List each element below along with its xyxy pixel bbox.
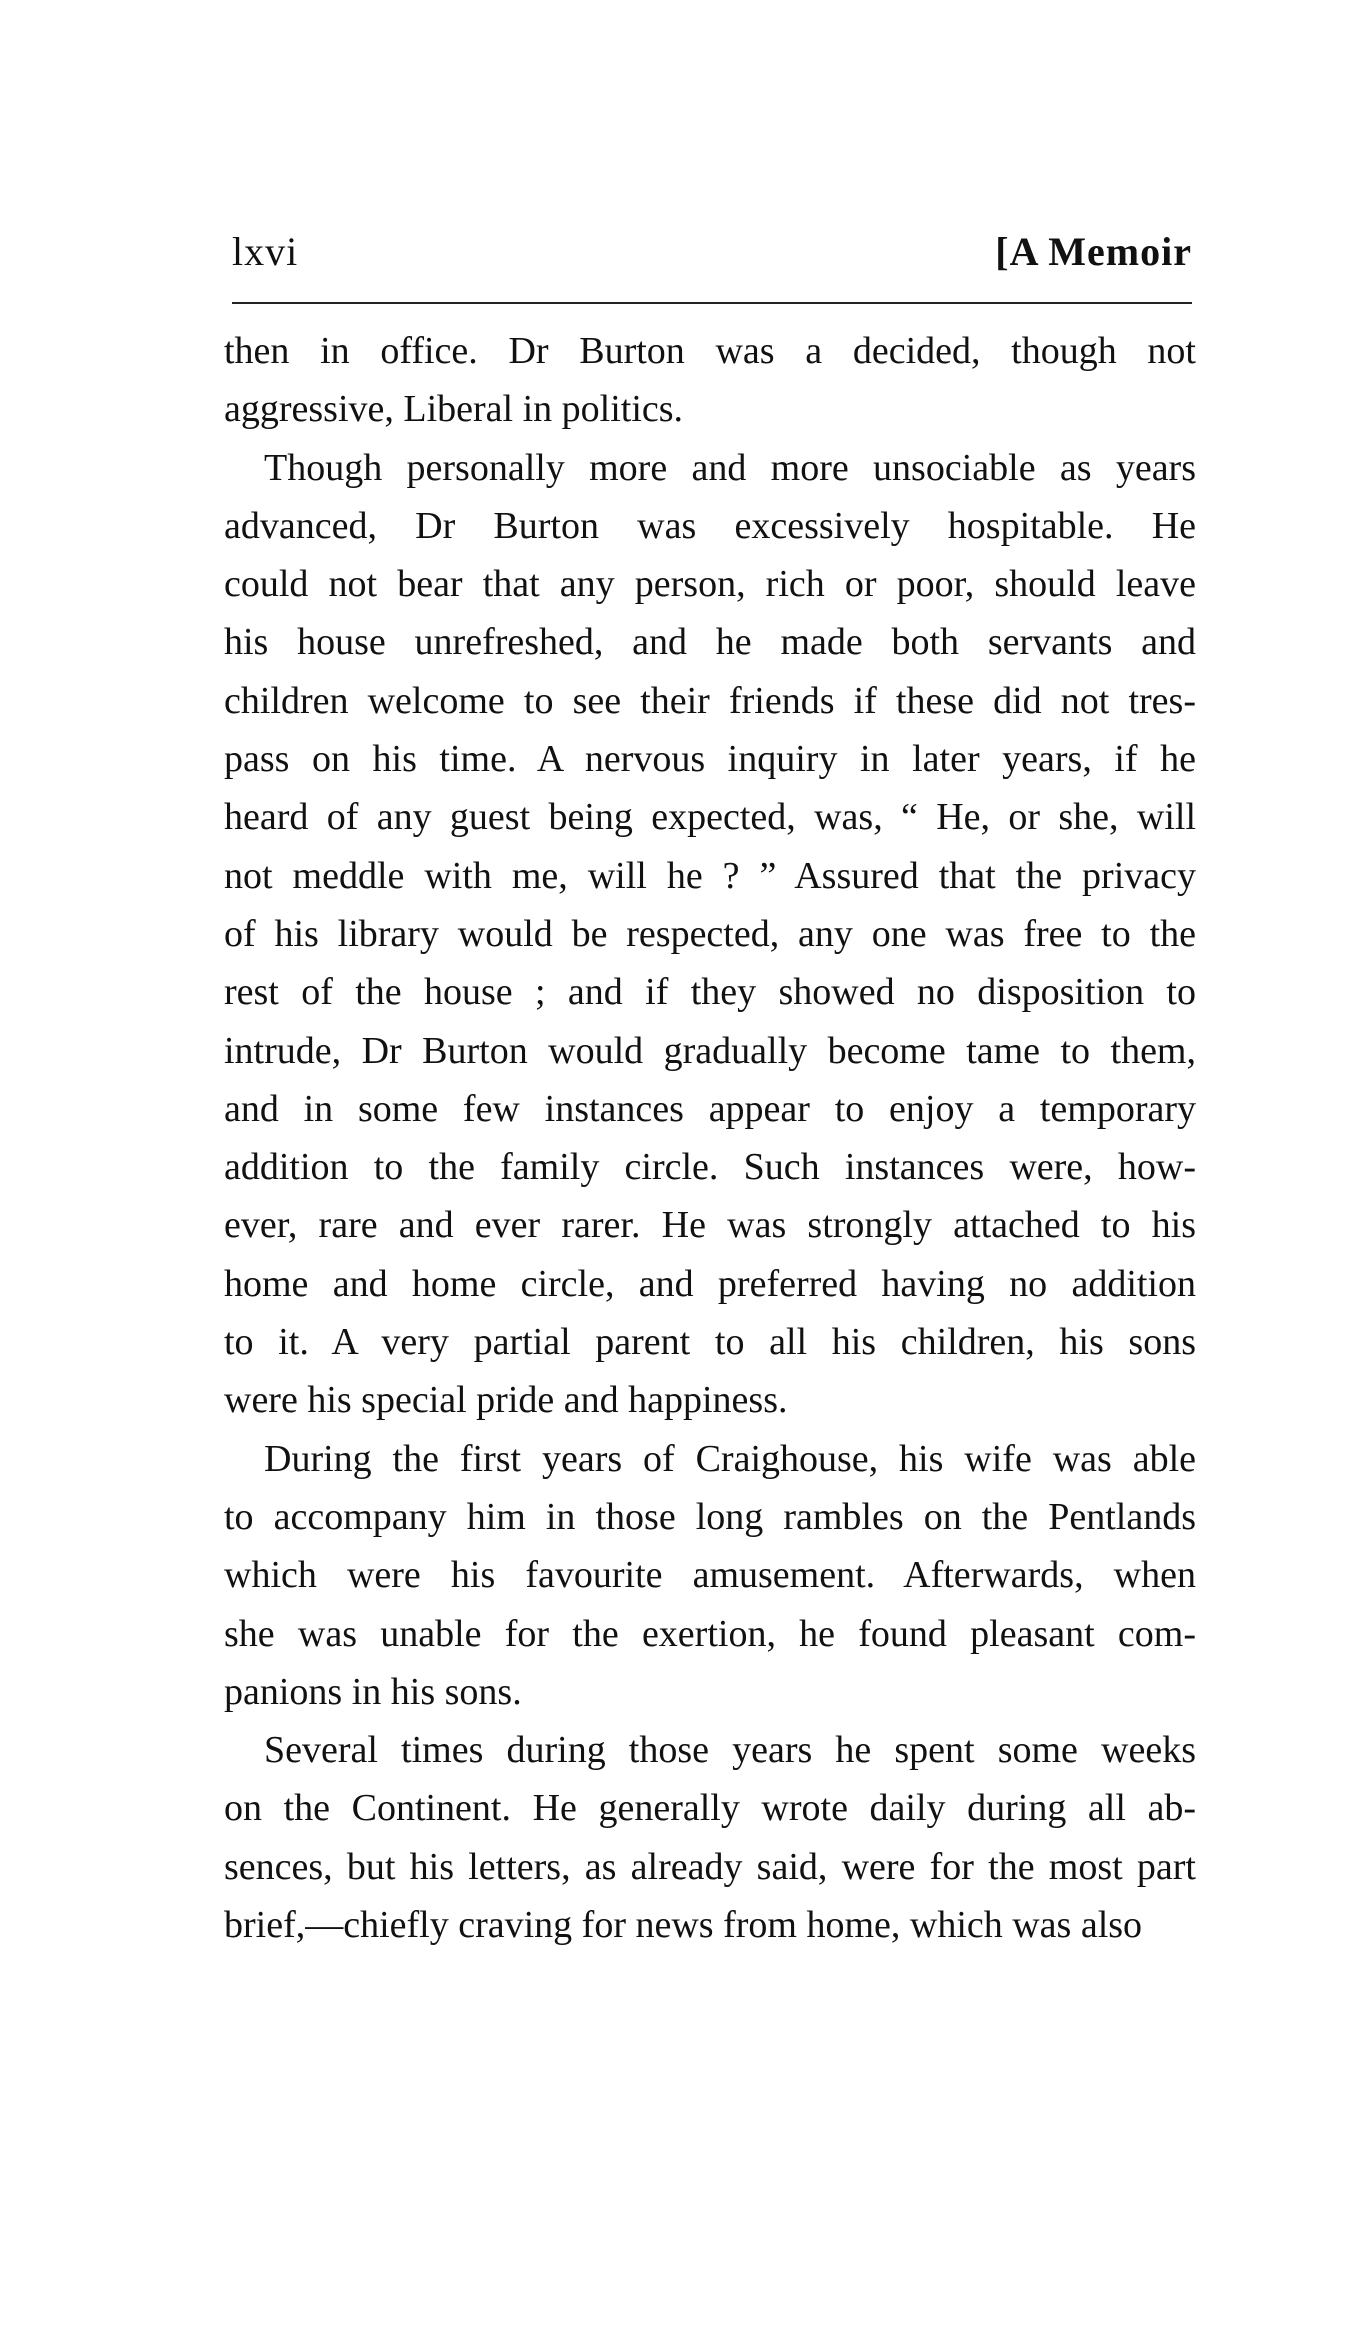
text-line: aggressive, Liberal in politics. xyxy=(224,388,684,431)
text-line: brief,—chiefly craving for news from home, which was also xyxy=(224,1904,1143,1947)
text-line: advanced, Dr Burton was excessively hospitable. He xyxy=(224,504,1196,547)
text-line: were his special pride and happiness. xyxy=(224,1379,788,1422)
text-line: heard of any guest being expected, was, “ He, or she, will xyxy=(224,796,1196,839)
text-line: Though personally more and more unsociable as years xyxy=(264,446,1196,489)
text-line: and in some few instances appear to enjoy a temporary xyxy=(224,1087,1196,1130)
text-line: could not bear that any person, rich or poor, should leave xyxy=(224,563,1196,606)
paragraph xyxy=(224,1430,1196,1721)
paragraph xyxy=(224,439,1196,1430)
body-text xyxy=(224,322,1196,1954)
text-line: Several times during those years he spent some weeks xyxy=(264,1729,1196,1772)
text-line: During the first years of Craighouse, his wife was able xyxy=(264,1437,1196,1480)
text-line: on the Continent. He generally wrote daily during all ab- xyxy=(224,1787,1196,1830)
paragraph xyxy=(224,322,1196,439)
text-line: not meddle with me, will he ? ” Assured that the privacy xyxy=(224,854,1196,897)
text-line: ever, rare and ever rarer. He was strongly attached to his xyxy=(224,1204,1196,1247)
paragraph xyxy=(224,1721,1196,1954)
text-line: home and home circle, and preferred having no addition xyxy=(224,1262,1196,1305)
text-line: of his library would be respected, any one was free to the xyxy=(224,912,1196,955)
text-line: then in office. Dr Burton was a decided, though not xyxy=(224,330,1196,372)
running-head xyxy=(232,222,1192,282)
text-line: addition to the family circle. Such instances were, how- xyxy=(224,1146,1196,1189)
page-number: lxvi xyxy=(232,229,299,274)
text-line: to accompany him in those long rambles on the Pentlands xyxy=(224,1495,1196,1538)
text-line: panions in his sons. xyxy=(224,1670,522,1713)
text-line: his house unrefreshed, and he made both servants and xyxy=(224,621,1196,664)
text-line: which were his favourite amusement. Afterwards, when xyxy=(224,1554,1196,1597)
text-line: intrude, Dr Burton would gradually become tame to them, xyxy=(224,1029,1196,1072)
running-title: [A Memoir xyxy=(995,229,1192,274)
text-line: pass on his time. A nervous inquiry in later years, if he xyxy=(224,738,1196,781)
header-rule xyxy=(232,302,1192,304)
text-line: she was unable for the exertion, he found pleasant com- xyxy=(224,1612,1196,1655)
text-line: rest of the house ; and if they showed no disposition to xyxy=(224,971,1196,1014)
text-line: children welcome to see their friends if these did not tres- xyxy=(224,679,1196,722)
text-line: to it. A very partial parent to all his children, his sons xyxy=(224,1321,1196,1364)
text-line: sences, but his letters, as already said, were for the most part xyxy=(224,1845,1196,1888)
